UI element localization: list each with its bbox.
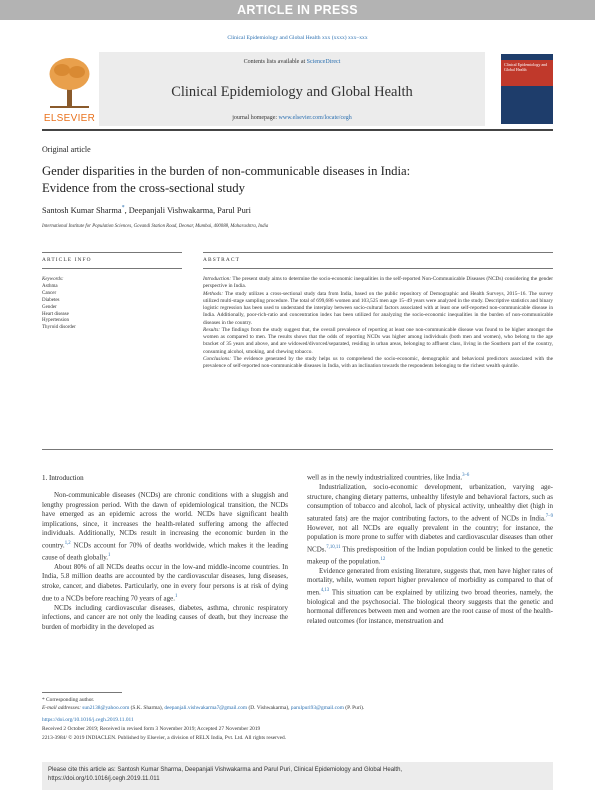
body-column-right	[307, 471, 553, 627]
journal-title: Clinical Epidemiology and Global Health	[171, 84, 413, 100]
body-paragraph: Evidence generated from existing literature, suggests that, men have higher rates of mortality, while, women report higher prevalence of morbidity as compared to that of men.$^{4,13}$ This situation can be explained by utilizing two broad theories, namely, the biological and the psychosocial. The biological theory suggests that the genetic and hormonal differences between men and women are the root cause of most of the health-related outcomes (for instance, menstruation and	[307, 566, 553, 625]
elsevier-tree-icon	[42, 52, 97, 112]
footnote-rule	[42, 692, 122, 693]
body-column-left	[42, 491, 288, 632]
journal-masthead	[42, 52, 553, 126]
citation-doi[interactable]: https://doi.org/10.1016/j.cegh.2019.11.011	[48, 775, 160, 782]
citation-box	[42, 762, 553, 790]
affiliation: International Institute for Population Sciences, Govandi Station Road, Deonar, Mumbai, 400088, Maharashtra, India	[42, 224, 269, 229]
abstract-heading: ABSTRACT	[203, 257, 240, 263]
paper-title: Gender disparities in the burden of non-communicable diseases in India: Evidence from the cross-sectional study	[42, 164, 411, 195]
citation-ref[interactable]: 1	[108, 552, 111, 558]
copyright-line: 2213-3984/ © 2019 INDIACLEN. Published by Elsevier, a division of RELX India, Pvt. Ltd. All rights reserved.	[42, 735, 287, 741]
cover-title: Clinical Epidemiology and Global Health	[504, 62, 548, 72]
abstract-rule-top	[203, 252, 553, 253]
article-in-press-banner: ARTICLE IN PRESS	[0, 0, 595, 20]
abstract-results: Results: The findings from the study suggest that, the overall prevalence of reporting at least one non-communicable disease was found to be higher amongst the women as compared to men. The results shows that the odds of reporting NCDs was higher among individuals (both men and women), who belong to the age bracket of 35 years and above, and are widowed/divorced/separated, residing in urban areas, belonging to affluent class, living in the Southern part of the country, consuming alcohol, smoking, and chewing tobacco.	[203, 326, 553, 355]
keyword-item: Gender	[42, 304, 57, 310]
received-dates: Received 2 October 2019; Received in revised form 3 November 2019; Accepted 27 November 2019	[42, 726, 261, 732]
keyword-item: Hypertension	[42, 318, 69, 324]
elsevier-logo	[42, 52, 97, 126]
citation-ref[interactable]: 7–9	[545, 513, 553, 519]
keyword-item: Cancer	[42, 290, 57, 296]
body-paragraph: About 80% of all NCDs deaths occur in the low-and middle-income countries. In India, 5.8 million deaths are accounted by the cardiovascular diseases, lung diseases, stroke, cancer, and diabetes. Particularly, one in every four persons is at risk of dying due to a NCDs before reaching 70 years of age.$^1$	[42, 562, 288, 602]
masthead-center	[99, 52, 485, 126]
email-link[interactable]: parulpuri93@gmail.com	[290, 705, 344, 711]
masthead-rule	[42, 129, 553, 131]
body-paragraph: NCDs including cardiovascular diseases, diabetes, asthma, chronic respiratory infections, and cancer are not only the leading causes of death, but they increase the burden of morbidity in the developed as	[42, 603, 288, 631]
abstract-text	[203, 276, 553, 370]
article-info-rule-top	[42, 252, 182, 253]
citation-ref[interactable]: 1	[174, 593, 178, 599]
keyword-item: Diabetes	[42, 297, 60, 303]
body-paragraph: Non-communicable diseases (NCDs) are chronic conditions with a sluggish and lengthy progression period. With the dawn of epidemiological transition, the NCDs have emerged as an epidemic across the world. NCDs have significant health implications, since, it increases the health-related suffering among the affected individuals. Additionally, NCDs result in increasing the economic burden in the country.$^{1,2}$ NCDs account for 70% of deaths worldwide, which makes it the leading cause of death globally.$^1$	[42, 491, 288, 562]
article-type: Original article	[42, 145, 91, 154]
body-paragraph: Industrialization, socio-economic development, urbanization, varying age-structure, changing dietary patterns, unhealthy lifestyle and behavioral factors, such as consumption of tobacco and alcohol, lack of physical activity, unhealthy diet (high in saturated fats) are the major contributing factors, to the advent of NCDs in India.$^{7-9}$ However, not all NCDs are equally prevalent in the country; for instance, the population is more prone to suffer with diabetes and cardiovascular diseases than other NCDs.$^{7,10,11}$ This predisposition of the Indian population could be linked to the genetic makeup of the population.$^{12}$	[307, 482, 553, 566]
homepage-link[interactable]: www.elsevier.com/locate/cegh	[278, 115, 352, 121]
section-heading-introduction: 1. Introduction	[42, 474, 84, 482]
keyword-item: Thyroid disorder	[42, 325, 76, 331]
citation-line: Please cite this article as: Santosh Kumar Sharma, Deepanjali Vishwakarma and Parul Puri, Clinical Epidemiology and Global Health,	[48, 767, 403, 773]
keywords-list	[42, 277, 162, 332]
citation-ref[interactable]: 3–6	[462, 473, 470, 478]
abstract-bottom-rule	[42, 449, 553, 450]
email-addresses: E-mail addresses: sun2138@yahoo.com (S.K. Sharma), deepanjali.vishwakarma7@gmail.com (D. Vishwakarma), parulpuri93@gmail.com (P. Puri).	[42, 705, 365, 711]
elsevier-wordmark: ELSEVIER	[43, 113, 96, 124]
article-info-rule	[42, 268, 182, 269]
article-info-heading: ARTICLE INFO	[42, 257, 92, 263]
citation-ref[interactable]: 7,10,11	[326, 544, 341, 550]
body-paragraph: well as in the newly industrialized countries, like India.$^{3-6}$	[307, 473, 470, 482]
journal-reference-link[interactable]: Clinical Epidemiology and Global Health xxx (xxxx) xxx–xxx	[227, 35, 368, 41]
corresponding-author-note: * Corresponding author.	[42, 697, 95, 703]
email-link[interactable]: deepanjali.vishwakarma7@gmail.com	[164, 705, 248, 711]
email-link[interactable]: sun2138@yahoo.com	[82, 705, 130, 711]
abstract-conclusions: Conclusions: The evidence generated by the study helps us to comprehend the socio-economic, demographic and behavioral predictors associated with the prevalence of self-reported non-communicable diseases in India, with an inclination towards the respondents belonging to the richest wealth quintile.	[203, 355, 553, 369]
journal-cover-thumbnail	[501, 54, 553, 124]
citation-ref[interactable]: 4,13	[320, 587, 330, 593]
abstract-methods: Methods: The study utilizes a cross-sectional study data from India, based on the public repository of Demographic and Health Surveys, 2015–16. The survey utilized multi-stage sampling procedure. The total of 699,686 women and 103,525 men age 15–49 years were analyzed in the study. Descriptive statistics and binary logistic regression has been used to understand the interplay between socio-cultural factors associated with at least one self-reported non-communicable disease in India. Additionally, poor-rich-ratio and concentration index has been utilized for analyzing the socio-economic inequalities in the burden of non-communicable diseases in the country.	[203, 290, 553, 326]
author-list: Santosh Kumar Sharma*, Deepanjali Vishwakarma, Parul Puri	[42, 205, 251, 215]
keyword-item: Heart disease	[42, 311, 69, 317]
corresponding-author-marker[interactable]: *	[121, 205, 125, 211]
journal-homepage: journal homepage: www.elsevier.com/locate/cegh	[232, 115, 352, 121]
abstract-introduction: Introduction: The present study aims to determine the socio-economic inequalities in the self-reported Non-Communicable Diseases (NCDs) considering the gender perspective in India.	[203, 276, 553, 290]
keyword-item: Asthma	[42, 283, 58, 289]
contents-available: Contents lists available at ScienceDirect	[243, 59, 341, 65]
citation-ref[interactable]: 1,2	[64, 540, 71, 546]
abstract-rule	[203, 268, 553, 269]
keywords-label: Keywords:	[42, 277, 64, 282]
doi-link[interactable]: https://doi.org/10.1016/j.cegh.2019.11.011	[42, 717, 134, 723]
citation-ref[interactable]: 12	[380, 556, 386, 562]
sciencedirect-link[interactable]: ScienceDirect	[306, 59, 341, 65]
